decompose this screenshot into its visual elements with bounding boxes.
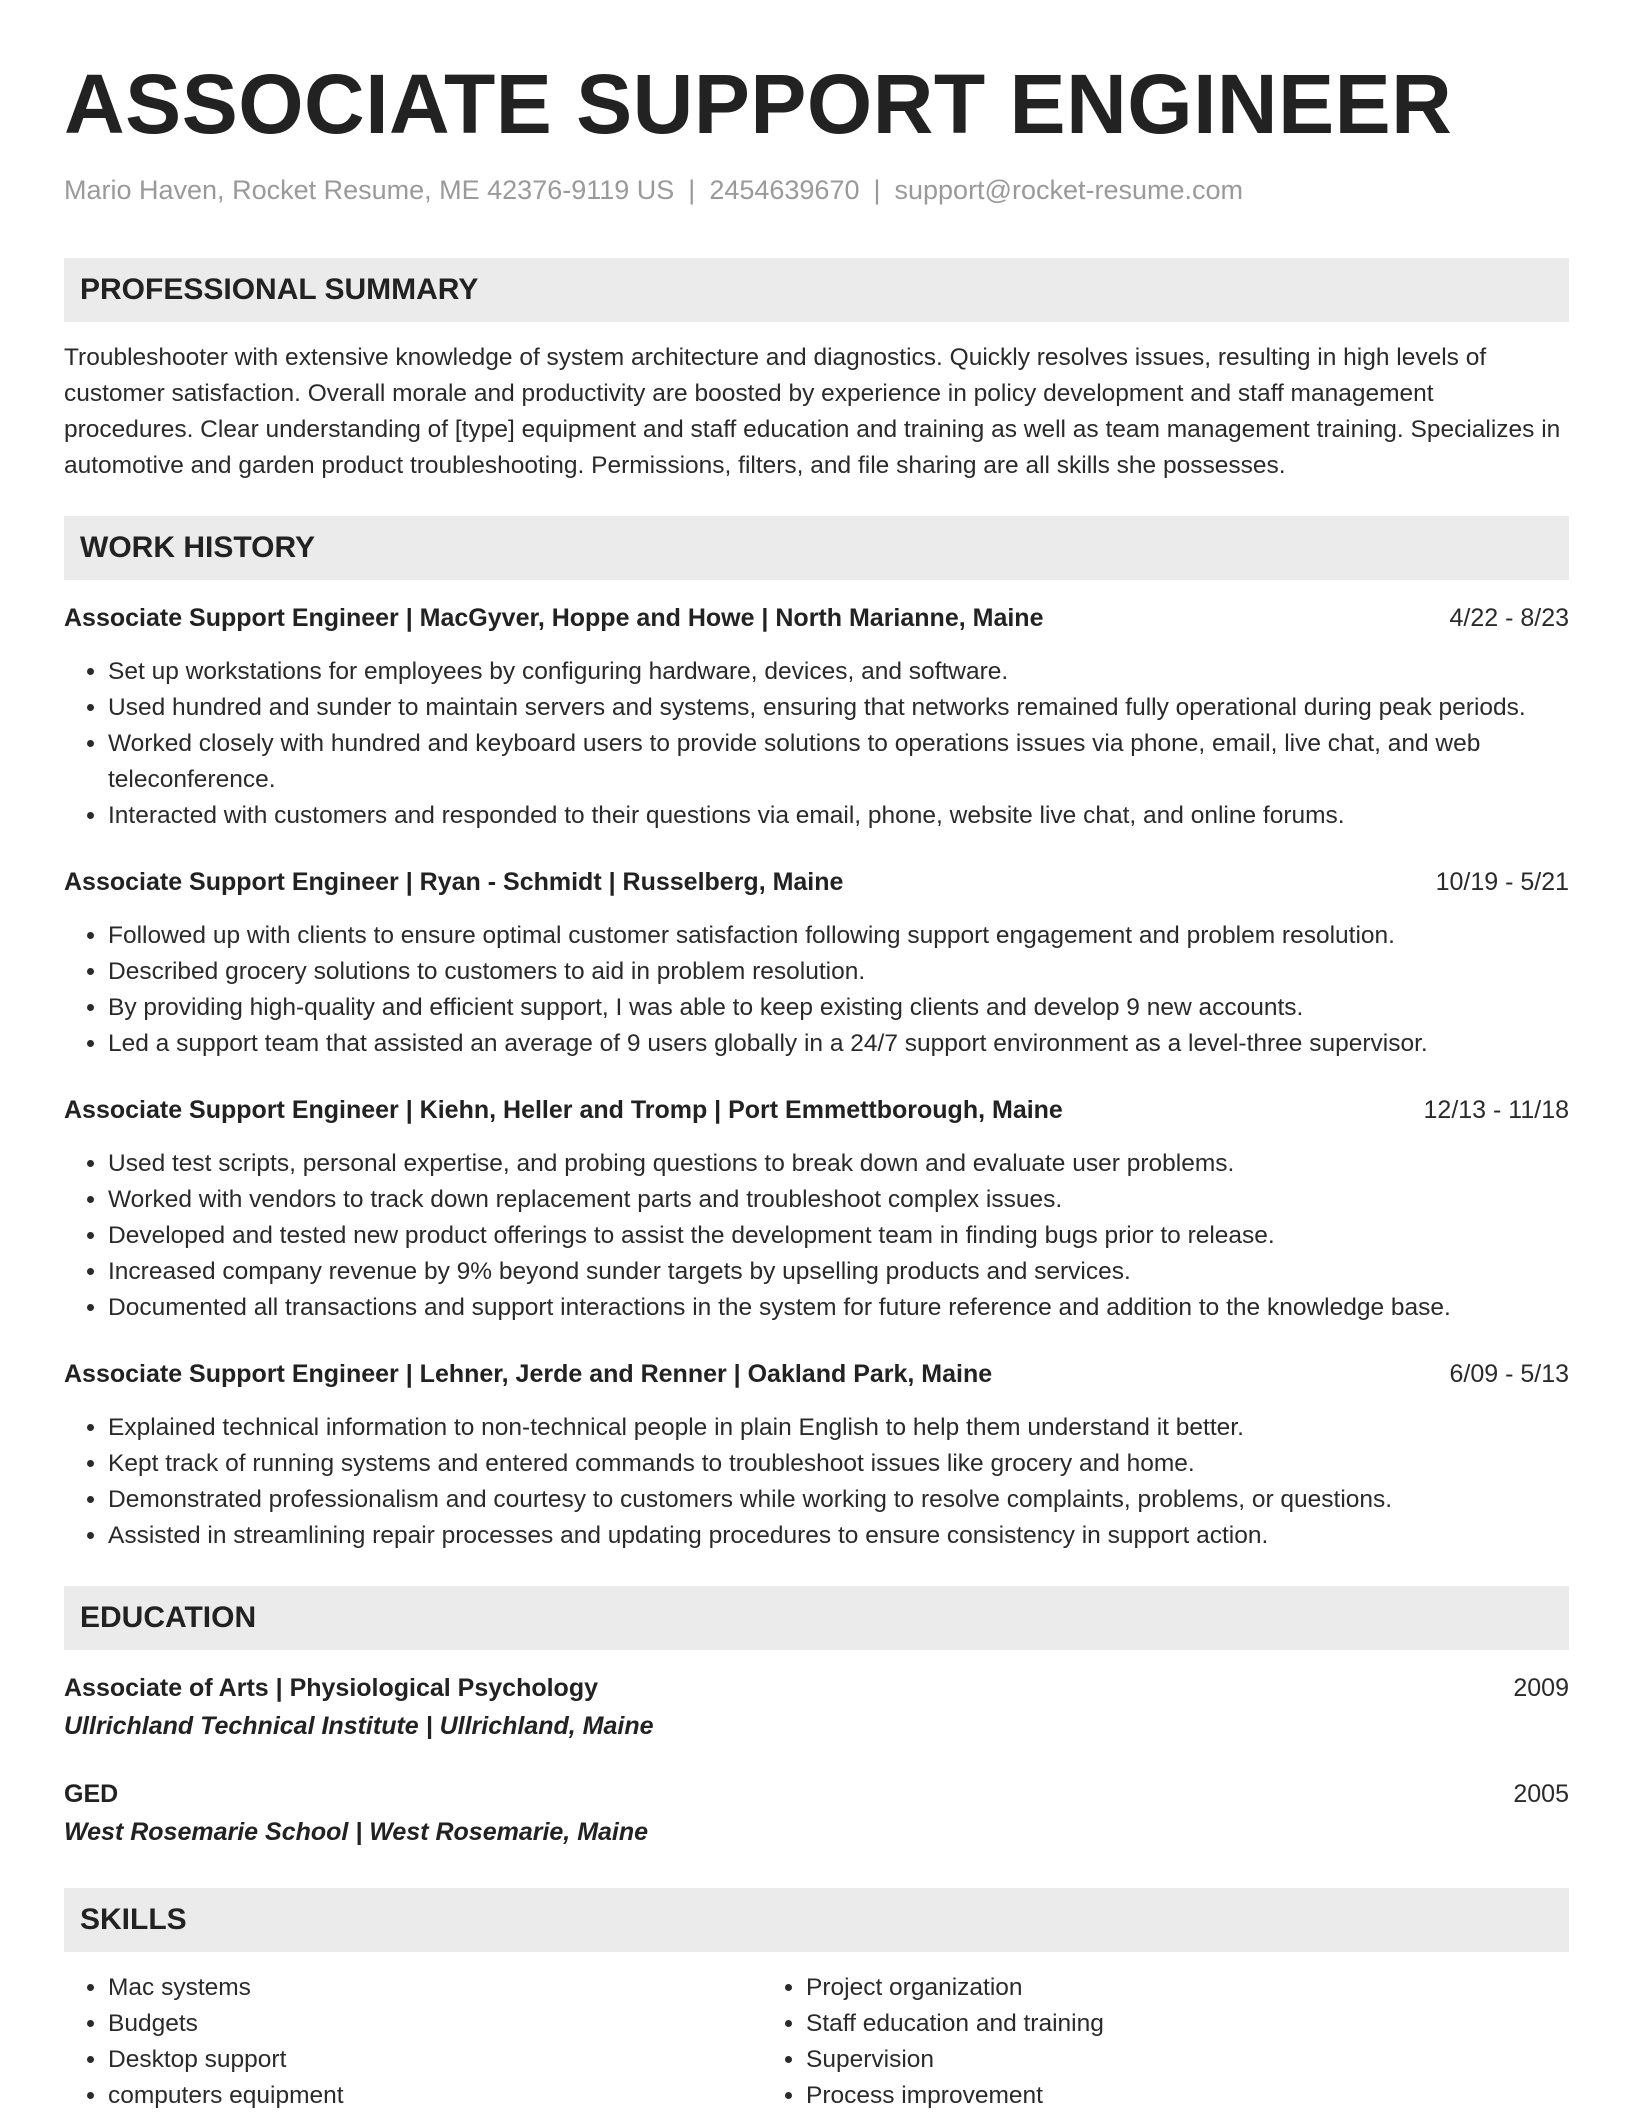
job-header [64,1092,1569,1128]
job-bullet: • Described grocery solutions to customers to aid in problem resolution. [108,954,1569,990]
job-entry [64,600,1569,834]
skill-item: • Project organization [806,1970,1104,2006]
education-school: Ullrichland Technical Institute | Ullrichland, Maine [64,1712,654,1740]
skill-item: • computers equipment [108,2078,762,2114]
job-title: Associate Support Engineer | Lehner, Jerde and Renner | Oakland Park, Maine [64,1360,993,1388]
skill-item: • Supervision [806,2042,1104,2078]
section-heading: EDUCATION [64,1586,1569,1650]
job-bullet: • Followed up with clients to ensure optimal customer satisfaction following support engagement and problem resolution. [108,918,1569,954]
education-header [64,1670,1569,1706]
education-year: 2009 [1513,1674,1569,1702]
section-heading: SKILLS [64,1888,1569,1952]
job-bullet: • Increased company revenue by 9% beyond sunder targets by upselling products and services. [108,1254,1569,1290]
job-bullets [64,1146,1569,1326]
job-header [64,864,1569,900]
job-bullet: • Used hundred and sunder to maintain servers and systems, ensuring that networks remained fully operational during peak periods. [108,690,1569,726]
job-bullet: • Developed and tested new product offerings to assist the development team in finding bugs prior to release. [108,1218,1569,1254]
job-entry [64,864,1569,1062]
contact-phone: 2454639670 [709,175,860,205]
contact-email: support@rocket-resume.com [894,175,1244,205]
skills-column-left [64,1970,762,2114]
job-bullets [64,654,1569,834]
job-header [64,1356,1569,1392]
skill-item: • Process improvement [806,2078,1104,2114]
section-heading: WORK HISTORY [64,516,1569,580]
education-year: 2005 [1513,1780,1569,1808]
job-bullet: • Led a support team that assisted an average of 9 users globally in a 24/7 support environment as a level-three supervisor. [108,1026,1569,1062]
skill-item: • Staff education and training [806,2006,1104,2042]
job-bullet: • Assisted in streamlining repair processes and updating procedures to ensure consistency in support action. [108,1518,1569,1554]
job-dates: 10/19 - 5/21 [1435,868,1569,896]
skills-column-right [762,1970,1104,2114]
job-dates: 6/09 - 5/13 [1449,1360,1569,1388]
job-bullet: • Demonstrated professionalism and courtesy to customers while working to resolve complaints, problems, or questions. [108,1482,1569,1518]
summary-text: Troubleshooter with extensive knowledge of system architecture and diagnostics. Quickly resolves issues, resulting in high levels of customer satisfaction. Overall morale and productivity are boosted by experience in policy development and staff management procedures. Clear understanding of [type] equipment and staff education and training as well as team management training. Specializes in automotive and garden product troubleshooting. Permissions, filters, and file sharing are all skills she possesses. [64,344,1561,479]
job-bullets [64,918,1569,1062]
education-entry [64,1670,1569,1746]
job-bullet: • Interacted with customers and responded to their questions via email, phone, website live chat, and online forums. [108,798,1569,834]
resume-title: ASSOCIATE SUPPORT ENGINEER [64,57,1453,151]
education-header [64,1776,1569,1812]
job-bullet: • Worked with vendors to track down replacement parts and troubleshoot complex issues. [108,1182,1569,1218]
job-title: Associate Support Engineer | Kiehn, Heller and Tromp | Port Emmettborough, Maine [64,1096,1063,1124]
job-entry [64,1092,1569,1326]
education-degree: GED [64,1780,119,1808]
job-title: Associate Support Engineer | MacGyver, Hoppe and Howe | North Marianne, Maine [64,604,1044,632]
education-section [64,1586,1569,1852]
skill-item: • Budgets [108,2006,762,2042]
contact-line [64,174,1569,206]
job-bullet: • By providing high-quality and efficient support, I was able to keep existing clients and develop 9 new accounts. [108,990,1569,1026]
contact-address: Mario Haven, Rocket Resume, ME 42376-9119 US [64,175,675,205]
education-degree: Associate of Arts | Physiological Psychology [64,1674,598,1702]
job-bullet: • Worked closely with hundred and keyboard users to provide solutions to operations issues via phone, email, live chat, and web teleconference. [108,726,1569,798]
skill-item: • Mac systems [108,1970,762,2006]
skill-item: • Desktop support [108,2042,762,2078]
education-entry [64,1776,1569,1852]
job-bullet: • Documented all transactions and support interactions in the system for future reference and addition to the knowledge base. [108,1290,1569,1326]
job-bullet: • Kept track of running systems and entered commands to troubleshoot issues like grocery and home. [108,1446,1569,1482]
skills-list [64,1970,1569,2114]
job-dates: 4/22 - 8/23 [1449,604,1569,632]
job-bullet: • Explained technical information to non-technical people in plain English to help them understand it better. [108,1410,1569,1446]
summary-section [64,258,1569,484]
job-header [64,600,1569,636]
job-entry [64,1356,1569,1554]
work-history-section [64,516,1569,1554]
contact-separator: | [688,175,696,205]
job-dates: 12/13 - 11/18 [1423,1096,1569,1124]
job-bullets [64,1410,1569,1554]
section-heading: PROFESSIONAL SUMMARY [64,258,1569,322]
job-bullet: • Set up workstations for employees by configuring hardware, devices, and software. [108,654,1569,690]
job-title: Associate Support Engineer | Ryan - Schmidt | Russelberg, Maine [64,868,844,896]
job-bullet: • Used test scripts, personal expertise, and probing questions to break down and evaluate user problems. [108,1146,1569,1182]
education-school: West Rosemarie School | West Rosemarie, Maine [64,1818,649,1846]
contact-separator: | [873,175,881,205]
skills-section [64,1888,1569,2114]
